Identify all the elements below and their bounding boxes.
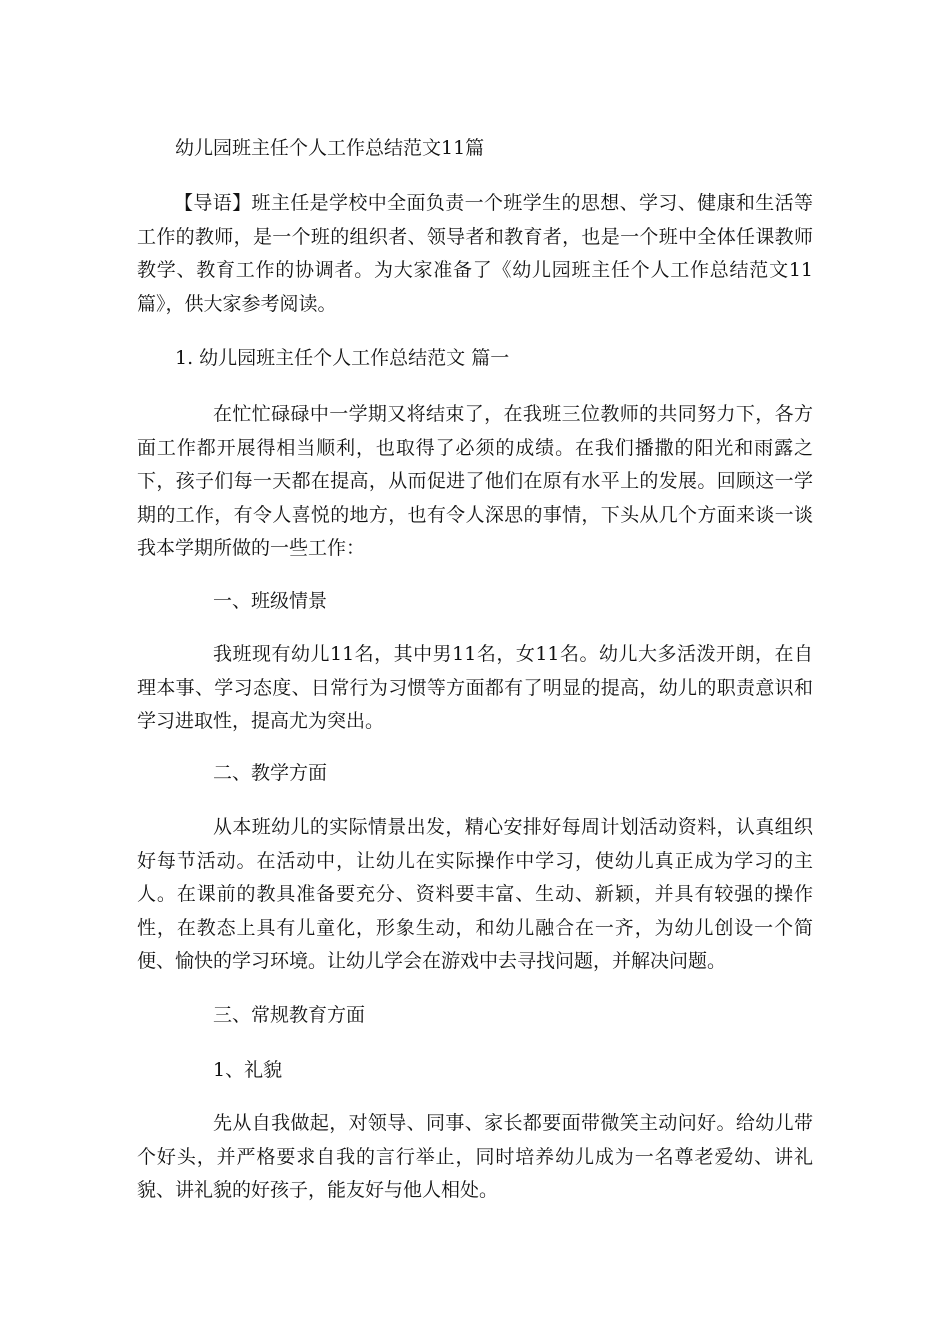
heading-routine-education: 三、常规教育方面	[213, 1004, 366, 1026]
heading-teaching: 二、教学方面	[213, 762, 328, 784]
paragraph-class-situation: 我班现有幼儿11名，其中男11名，女11名。幼儿大多活泼开朗，在自理本事、学习态度、日常行为习惯等方面都有了明显的提高，幼儿的职责意识和学习进取性，提高尤为突出。	[137, 643, 813, 732]
heading-class-situation: 一、班级情景	[213, 590, 328, 612]
intro-paragraph: 【导语】班主任是学校中全面负责一个班学生的思想、学习、健康和生活等工作的教师，是一个班的组织者、领导者和教育者，也是一个班中全体任课教师教学、教育工作的协调者。为大家准备了《幼儿园班主任个人工作总结范文11篇》，供大家参考阅读。	[137, 192, 813, 315]
paragraph-manners: 先从自我做起，对领导、同事、家长都要面带微笑主动问好。给幼儿带个好头，并严格要求自我的言行举止，同时培养幼儿成为一名尊老爱幼、讲礼貌、讲礼貌的好孩子，能友好与他人相处。	[137, 1112, 813, 1201]
document-title: 幼儿园班主任个人工作总结范文11篇	[175, 137, 485, 159]
section-heading-1: 1. 幼儿园班主任个人工作总结范文 篇一	[175, 347, 510, 369]
paragraph-opening: 在忙忙碌碌中一学期又将结束了，在我班三位教师的共同努力下，各方面工作都开展得相当顺利，也取得了必须的成绩。在我们播撒的阳光和雨露之下，孩子们每一天都在提高，从而促进了他们在原有水平上的发展。回顾这一学期的工作，有令人喜悦的地方，也有令人深思的事情，下头从几个方面来谈一谈我本学期所做的一些工作：	[137, 403, 813, 559]
paragraph-teaching: 从本班幼儿的实际情景出发，精心安排好每周计划活动资料，认真组织好每节活动。在活动中，让幼儿在实际操作中学习，使幼儿真正成为学习的主人。在课前的教具准备要充分、资料要丰富、生动、新颖，并具有较强的操作性，在教态上具有儿童化，形象生动，和幼儿融合在一齐，为幼儿创设一个简便、愉快的学习环境。让幼儿学会在游戏中去寻找问题，并解决问题。	[137, 816, 813, 972]
heading-manners: 1、礼貌	[213, 1059, 283, 1081]
